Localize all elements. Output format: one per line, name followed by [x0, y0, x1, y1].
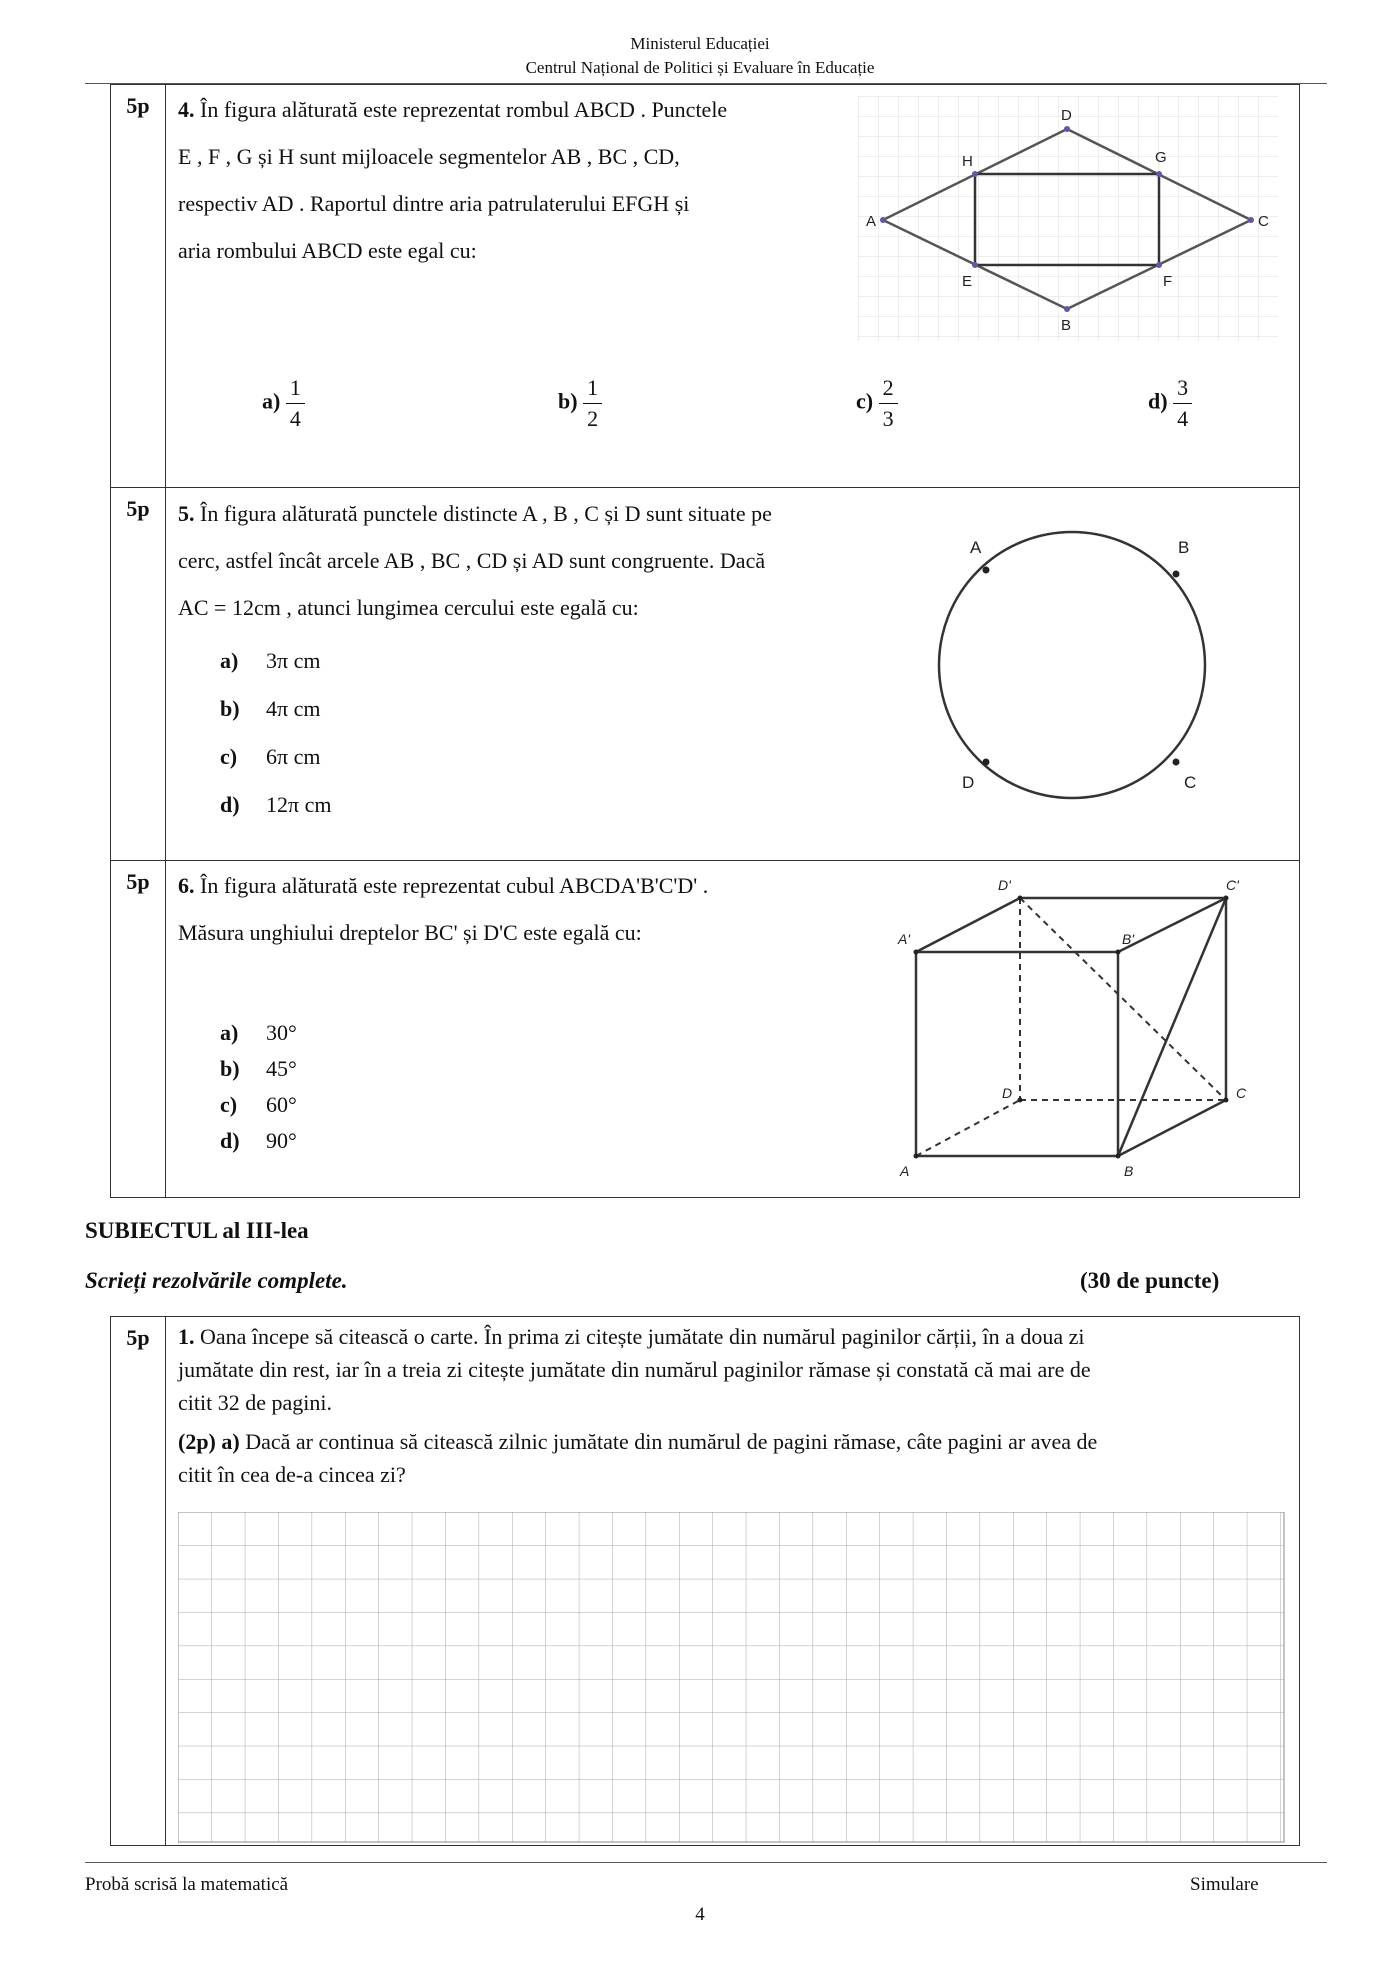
points-label: 5p	[111, 861, 166, 1197]
q5-option-b[interactable]: b) 4π cm	[220, 696, 321, 721]
label-b: B	[1178, 538, 1190, 557]
question-4-text	[178, 86, 858, 274]
question-6-text	[178, 862, 888, 956]
page-number: 4	[695, 1904, 705, 1925]
points-label: 5p	[111, 1317, 166, 1845]
q4-line3: respectiv AD . Raportul dintre aria patrulaterului EFGH și	[178, 191, 690, 216]
p1-line3: citit 32 de pagini.	[178, 1390, 332, 1415]
label-f: F	[1163, 273, 1173, 290]
label-d: D	[1002, 1085, 1013, 1101]
q6-option-b[interactable]: b) 45°	[220, 1056, 297, 1081]
question-number: 6.	[178, 873, 195, 898]
q6-option-c[interactable]: c) 60°	[220, 1092, 297, 1117]
label-d: D	[962, 773, 975, 792]
question-5-text	[178, 490, 918, 631]
q4-line4: aria rombului ABCD este egal cu:	[178, 238, 477, 263]
q5-option-a[interactable]: a) 3π cm	[220, 648, 321, 673]
q4-option-b[interactable]: b) $\frac{1}{2}$	[558, 373, 602, 434]
problem-1-text	[178, 1320, 1286, 1491]
q4-option-d[interactable]: d) $\frac{3}{4}$	[1148, 373, 1192, 434]
segment-d1c	[1020, 898, 1226, 1100]
q4-option-c[interactable]: c) $\frac{2}{3}$	[856, 373, 898, 434]
q6-line2: Măsura unghiului dreptelor BC' și D'C este egală cu:	[178, 920, 642, 945]
label-c: C	[1236, 1085, 1247, 1101]
q6-line1: În figura alăturată este reprezentat cubul ABCDA'B'C'D' .	[200, 873, 709, 898]
question-number: 4.	[178, 97, 195, 122]
label-c: C	[1258, 213, 1269, 230]
header-center: Centrul Național de Politici și Evaluare în Educație	[525, 58, 875, 77]
label-a: A	[900, 1163, 910, 1179]
label-d1: D'	[998, 877, 1011, 893]
footer-left: Probă scrisă la matematică	[85, 1874, 289, 1895]
q6-options	[220, 1020, 297, 1164]
subject-points: (30 de puncte)	[1080, 1268, 1220, 1293]
p1-subpoints: (2p)	[178, 1429, 216, 1454]
edge-bc	[1118, 1100, 1226, 1156]
segment-bc1	[1118, 898, 1226, 1156]
edge-b1c1	[1118, 898, 1226, 952]
q6-option-d[interactable]: d) 90°	[220, 1128, 297, 1153]
edge-a1d1	[916, 898, 1020, 952]
p1-sub-line1: Dacă ar continua să citească zilnic jumătate din numărul de pagini rămase, câte pagini ar avea de	[245, 1429, 1098, 1454]
header-ministry: Ministerul Educației	[630, 34, 770, 53]
q5-options	[220, 648, 331, 828]
q5-option-c[interactable]: c) 6π cm	[220, 744, 321, 769]
label-h: H	[962, 153, 973, 170]
label-b: B	[1124, 1163, 1134, 1179]
question-number: 5.	[178, 501, 195, 526]
rhombus-figure	[858, 96, 1290, 346]
q5-line3: AC = 12cm , atunci lungimea cercului este egală cu:	[178, 595, 639, 620]
label-b1: B'	[1122, 931, 1135, 947]
q5-line2: cerc, astfel încât arcele AB , BC , CD și AD sunt congruente. Dacă	[178, 548, 766, 573]
answer-grid[interactable]	[178, 1512, 1286, 1844]
subject-instruction: Scrieți rezolvările complete.	[85, 1268, 348, 1293]
footer-right: Simulare	[1190, 1874, 1259, 1895]
q5-option-d[interactable]: d) 12π cm	[220, 792, 332, 817]
footer-rule	[85, 1862, 1327, 1863]
label-c: C	[1184, 773, 1197, 792]
label-g: G	[1155, 149, 1167, 166]
label-b: B	[1061, 317, 1072, 334]
grid-background	[858, 96, 1278, 341]
p1-sublabel: a)	[221, 1429, 240, 1454]
q4-line1: În figura alăturată este reprezentat rombul ABCD . Punctele	[200, 97, 728, 122]
hidden-edge-ad	[916, 1100, 1020, 1156]
cube-front-face	[916, 952, 1118, 1156]
p1-line2: jumătate din rest, iar în a treia zi citește jumătate din numărul paginilor rămase și constată că mai are de	[178, 1357, 1091, 1382]
q4-line2: E , F , G și H sunt mijloacele segmentelor AB , BC , CD,	[178, 144, 680, 169]
subject-title: SUBIECTUL al III-lea	[85, 1218, 309, 1243]
label-c1: C'	[1226, 877, 1239, 893]
p1-line1: Oana începe să citească o carte. În prima zi citește jumătate din numărul paginilor cărții, în a doua zi	[200, 1324, 1085, 1349]
label-e: E	[962, 273, 973, 290]
label-a1: A'	[898, 931, 911, 947]
label-a: A	[970, 538, 982, 557]
problem-number: 1.	[178, 1324, 195, 1349]
q6-option-a[interactable]: a) 30°	[220, 1020, 297, 1045]
points-label: 5p	[111, 488, 166, 860]
label-a: A	[866, 213, 877, 230]
circle	[939, 532, 1205, 798]
label-d: D	[1061, 107, 1072, 124]
circle-figure	[930, 530, 1270, 820]
p1-sub-line2: citit în cea de-a cincea zi?	[178, 1462, 406, 1487]
points-label: 5p	[111, 85, 166, 487]
cube-figure	[890, 872, 1270, 1192]
q4-option-a[interactable]: a) $\frac{1}{4}$	[262, 373, 305, 434]
q5-line1: În figura alăturată punctele distincte A , B , C și D sunt situate pe	[200, 501, 772, 526]
